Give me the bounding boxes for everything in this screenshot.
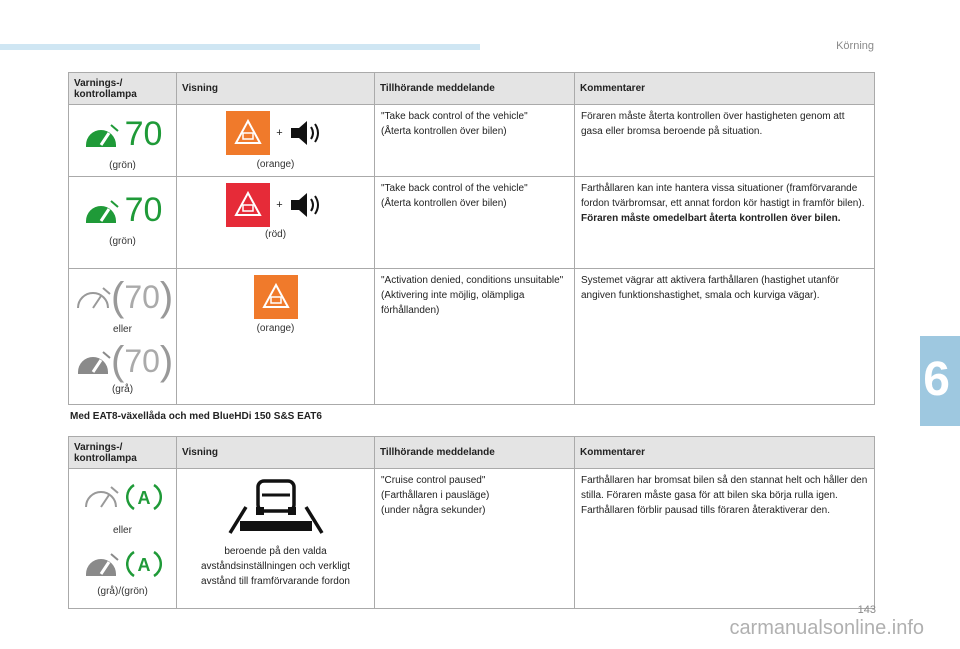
display-caption: beroende på den valda avståndsinställningen och verkligt avstånd till framförvarande fordon [201,546,350,587]
plus-sign: + [276,127,283,139]
speaker-icon [289,119,325,147]
table-row [69,177,875,269]
lamp-cell [69,469,177,609]
lamp-or-caption: eller [113,525,132,536]
comment-warning: Föraren måste omedelbart återta kontrollen över bilen. [581,213,841,224]
speedometer-outline-icon [75,284,111,312]
speedometer-grey-icon [83,550,119,578]
speaker-icon [289,191,325,219]
col-header-display: Visning [177,437,375,469]
message-text: "Cruise control paused" [381,475,486,486]
speed-setting-number: 70 [124,115,163,153]
table-row [69,469,875,609]
message-text: "Activation denied, conditions unsuitable" (Aktivering inte möjlig, olämpliga förhållanden) [381,275,564,316]
lamp-caption: (grön) [109,236,136,247]
table-row [69,105,875,177]
bracket-right: ) [159,339,174,383]
message-translation: (Återta kontrollen över bilen) [381,198,507,209]
speed-setting-number: 70 [124,191,163,229]
speedometer-grey-icon [75,348,111,376]
comment-text: Systemet vägrar att aktivera farthållaren (hastighet utanför angiven funktionshastighet, smala och kurviga vägar). [581,275,839,301]
subsection-title: Med EAT8-växellåda och med BlueHDi 150 S&S EAT6 [70,411,322,422]
message-note: (under några sekunder) [381,505,486,516]
table-header-row [69,73,875,105]
display-cell [177,269,375,405]
lamp-cell [69,177,177,269]
message-cell [375,177,575,269]
red-collision-warning-icon [226,183,270,227]
adaptive-cruise-icon [126,479,162,515]
plus-sign: + [276,199,283,211]
col-header-lamp: Varnings-/ kontrollampa [69,73,177,105]
col-header-lamp: Varnings-/ kontrollampa [69,437,177,469]
speed-setting-number: 70 [124,343,160,379]
message-cell [375,105,575,177]
col-header-message: Tillhörande meddelande [375,73,575,105]
display-caption: (orange) [256,323,295,334]
col-header-display: Visning [177,73,375,105]
bracket-left: ( [111,339,125,383]
table-header-row [69,437,875,469]
message-translation: (Återta kontrollen över bilen) [381,126,507,137]
acc-letter: A [137,555,151,575]
message-text: "Take back control of the vehicle" [381,111,528,122]
speed-setting-number: 70 [124,279,160,315]
comment-text: Föraren måste återta kontrollen över hastigheten genom att gasa eller bromsa beroende på situation. [581,111,845,137]
orange-collision-warning-icon [254,275,298,319]
comment-cell [575,469,875,609]
lamp-caption: (grå) [111,384,134,395]
lamp-caption: (grå)/(grön) [97,586,148,597]
speedometer-outline-icon [83,483,119,511]
bracket-right: ) [159,275,174,319]
comment-cell [575,177,875,269]
chapter-number: 6 [923,353,950,406]
page-number: 143 [857,604,876,616]
message-cell [375,469,575,609]
warning-table-1 [68,72,875,405]
header-accent-bar [0,44,480,50]
display-caption: (orange) [256,159,295,170]
col-header-comments: Kommentarer [575,437,875,469]
lamp-or-caption: eller [113,324,132,335]
lamp-cell [69,269,177,405]
table-row [69,269,875,405]
acc-letter: A [137,488,151,508]
comment-text: Farthållaren har bromsat bilen så den stannat helt och håller den stilla. Föraren måste gasa för att bilen ska börja rulla igen. Farthållaren förblir pausad tills föraren återaktiverar den. [581,475,868,516]
comment-text: Farthållaren kan inte hantera vissa situationer (framförvarande fordon tvärbromsar, ett annat fordon kör hastigt in framför bilen). [581,183,865,209]
bracket-left: ( [111,275,125,319]
message-cell [375,269,575,405]
message-text: "Take back control of the vehicle" [381,183,528,194]
lamp-cell [69,105,177,177]
message-translation: (Farthållaren i pausläge) [381,490,490,501]
display-caption: (röd) [264,229,287,240]
adaptive-cruise-icon [126,546,162,582]
col-header-comments: Kommentarer [575,73,875,105]
comment-cell [575,269,875,405]
vehicle-distance-icon [226,477,326,537]
speedometer-icon [83,197,119,225]
warning-table-2 [68,436,875,609]
orange-collision-warning-icon [226,111,270,155]
watermark: carmanualsonline.info [729,617,924,639]
lamp-caption: (grön) [109,160,136,171]
display-cell [177,469,375,609]
display-cell [177,177,375,269]
col-header-message: Tillhörande meddelande [375,437,575,469]
section-title: Körning [836,40,874,52]
speedometer-icon [83,121,119,149]
display-cell [177,105,375,177]
comment-cell [575,105,875,177]
